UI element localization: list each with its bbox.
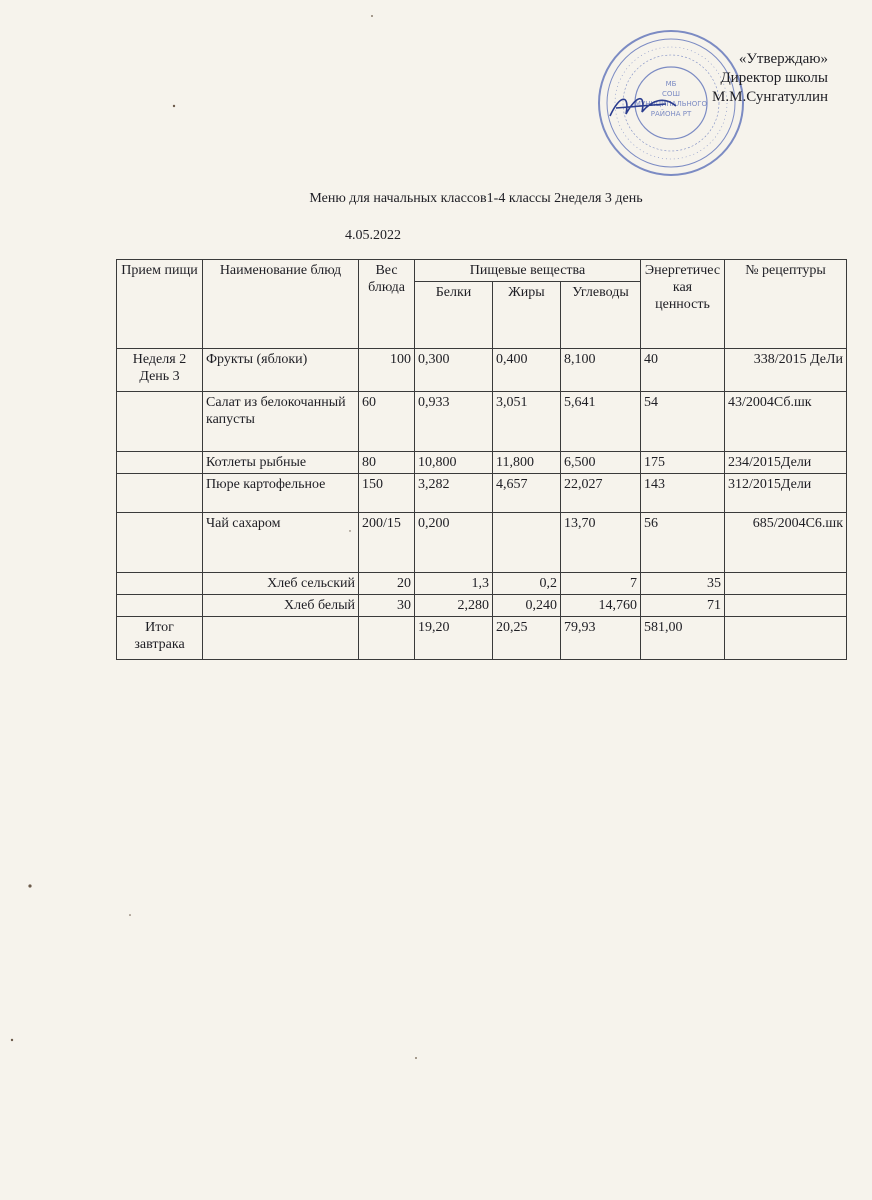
header-energy: Энергетическая ценность [641,260,725,349]
table-row [117,452,847,474]
cell-dish: Котлеты рыбные [203,452,359,474]
approval-line-2: Директор школы [720,70,828,86]
title-text: Меню для начальных классов1-4 классы 2неделя 3 день [309,191,643,206]
cell-recipe [725,617,847,660]
cell-dish: Хлеб сельский [203,573,359,595]
cell-recipe [725,595,847,617]
cell-meal [117,474,203,513]
cell-fat: 11,800 [493,452,561,474]
cell-recipe [725,573,847,595]
cell-energy: 175 [641,452,725,474]
document-title [0,191,872,207]
cell-recipe: 338/2015 ДеЛи [725,349,847,392]
cell-carbs: 5,641 [561,392,641,452]
table-row [117,513,847,573]
cell-carbs: 13,70 [561,513,641,573]
cell-protein: 3,282 [415,474,493,513]
cell-weight: 20 [359,573,415,595]
cell-fat: 4,657 [493,474,561,513]
cell-fat: 0,2 [493,573,561,595]
cell-recipe: 234/2015Дели [725,452,847,474]
cell-meal [117,573,203,595]
cell-recipe: 312/2015Дели [725,474,847,513]
cell-weight: 60 [359,392,415,452]
cell-energy: 71 [641,595,725,617]
cell-meal [117,392,203,452]
cell-weight: 30 [359,595,415,617]
cell-energy: 56 [641,513,725,573]
table-row [117,474,847,513]
svg-text:РАЙОНА РТ: РАЙОНА РТ [650,110,692,118]
cell-energy: 35 [641,573,725,595]
table-row [117,595,847,617]
cell-weight [359,617,415,660]
header-recipe: № рецептуры [725,260,847,349]
cell-dish: Пюре картофельное [203,474,359,513]
approval-line-3: М.М.Сунгатуллин [712,89,828,105]
cell-recipe: 43/2004Сб.шк [725,392,847,452]
cell-weight: 200/15 [359,513,415,573]
cell-fat: 0,240 [493,595,561,617]
cell-carbs: 79,93 [561,617,641,660]
cell-fat: 20,25 [493,617,561,660]
header-meal: Прием пищи [117,260,203,349]
header-weight: Вес блюда [359,260,415,349]
table-row [117,573,847,595]
table-header-row [117,260,847,282]
table-row [117,392,847,452]
cell-energy: 54 [641,392,725,452]
cell-protein: 0,933 [415,392,493,452]
cell-meal: Итог завтрака [117,617,203,660]
approval-block [712,50,828,107]
director-signature [606,86,726,126]
cell-carbs: 7 [561,573,641,595]
cell-fat: 3,051 [493,392,561,452]
svg-text:МБ: МБ [665,80,677,88]
header-dish: Наименование блюд [203,260,359,349]
cell-fat [493,513,561,573]
cell-protein: 1,3 [415,573,493,595]
cell-dish [203,617,359,660]
cell-meal: Неделя 2 День 3 [117,349,203,392]
cell-protein: 0,200 [415,513,493,573]
cell-carbs: 22,027 [561,474,641,513]
svg-text:СОШ: СОШ [662,90,680,98]
cell-protein: 0,300 [415,349,493,392]
cell-protein: 19,20 [415,617,493,660]
svg-text:МУНИЦИПАЛЬНОГО: МУНИЦИПАЛЬНОГО [634,100,708,108]
cell-dish: Фрукты (яблоки) [203,349,359,392]
cell-dish: Чай сахаром [203,513,359,573]
cell-fat: 0,400 [493,349,561,392]
cell-carbs: 14,760 [561,595,641,617]
cell-meal [117,513,203,573]
cell-weight: 80 [359,452,415,474]
header-protein: Белки [415,282,493,349]
cell-weight: 100 [359,349,415,392]
table-row [117,349,847,392]
header-carbs: Углеводы [561,282,641,349]
cell-carbs: 6,500 [561,452,641,474]
cell-energy: 143 [641,474,725,513]
table-row [117,617,847,660]
header-fat: Жиры [493,282,561,349]
header-nutrients: Пищевые вещества [415,260,641,282]
cell-meal [117,452,203,474]
approval-line-1: «Утверждаю» [738,51,828,67]
cell-protein: 2,280 [415,595,493,617]
cell-meal [117,595,203,617]
cell-recipe: 685/2004С6.шк [725,513,847,573]
cell-energy: 40 [641,349,725,392]
cell-carbs: 8,100 [561,349,641,392]
document-date: 4.05.2022 [345,228,401,243]
cell-dish: Хлеб белый [203,595,359,617]
cell-energy: 581,00 [641,617,725,660]
cell-weight: 150 [359,474,415,513]
menu-table [116,259,847,660]
cell-protein: 10,800 [415,452,493,474]
cell-dish: Салат из белокочанный капусты [203,392,359,452]
